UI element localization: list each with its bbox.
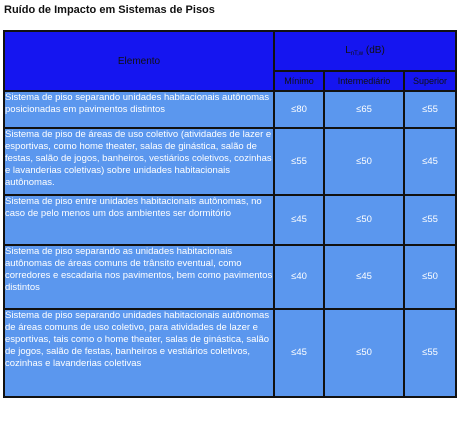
table-row xyxy=(4,91,456,128)
row-element-description: Sistema de piso separando unidades habitacionais autônomas posicionadas em pavimentos distintos xyxy=(4,91,274,128)
row-intermediario-value: ≤50 xyxy=(324,195,404,245)
header-lnt-subscript: nT,w xyxy=(350,51,364,57)
page-title: Ruído de Impacto em Sistemas de Pisos xyxy=(4,4,215,16)
row-element-description: Sistema de piso de áreas de uso coletivo (atividades de lazer e esportivas, como home theater, salas de ginástica, salão de festas, salão de jogos, banheiros, vestiários coletivos, cozinhas e lavanderias coletivas) sobre unidades habitacionais autônomas. xyxy=(4,128,274,195)
row-minimo-value: ≤40 xyxy=(274,245,324,309)
row-intermediario-value: ≤50 xyxy=(324,309,404,397)
row-minimo-value: ≤55 xyxy=(274,128,324,195)
row-superior-value: ≤50 xyxy=(404,245,456,309)
row-intermediario-value: ≤45 xyxy=(324,245,404,309)
row-intermediario-value: ≤50 xyxy=(324,128,404,195)
header-element: Elemento xyxy=(4,31,274,91)
row-minimo-value: ≤45 xyxy=(274,309,324,397)
row-superior-value: ≤45 xyxy=(404,128,456,195)
row-intermediario-value: ≤65 xyxy=(324,91,404,128)
header-lnt-unit: (dB) xyxy=(363,45,385,56)
impact-noise-table xyxy=(3,30,457,398)
header-intermediario: Intermediário xyxy=(324,71,404,91)
header-minimo: Mínimo xyxy=(274,71,324,91)
table-row xyxy=(4,195,456,245)
table-row xyxy=(4,309,456,397)
row-element-description: Sistema de piso separando as unidades habitacionais autônomas de áreas comuns de trânsito eventual, como corredores e escadaria nos pavimentos, bem como pavimentos distintos xyxy=(4,245,274,309)
row-element-description: Sistema de piso entre unidades habitacionais autônomas, no caso de pelo menos um dos ambientes ser dormitório xyxy=(4,195,274,245)
header-superior: Superior xyxy=(404,71,456,91)
row-minimo-value: ≤80 xyxy=(274,91,324,128)
header-lnt xyxy=(274,31,456,71)
header-lnt-symbol: L xyxy=(345,45,351,56)
row-element-description: Sistema de piso separando unidades habitacionais autônomas de áreas comuns de uso coletivo, para atividades de lazer e esportivas, tais como o home theater, salas de ginástica, salão de jogos, salão de festas, banheiros e vestiários coletivos, cozinhas e lavanderias coletivas xyxy=(4,309,274,397)
table-row xyxy=(4,128,456,195)
row-superior-value: ≤55 xyxy=(404,91,456,128)
row-minimo-value: ≤45 xyxy=(274,195,324,245)
table-row xyxy=(4,245,456,309)
row-superior-value: ≤55 xyxy=(404,195,456,245)
row-superior-value: ≤55 xyxy=(404,309,456,397)
